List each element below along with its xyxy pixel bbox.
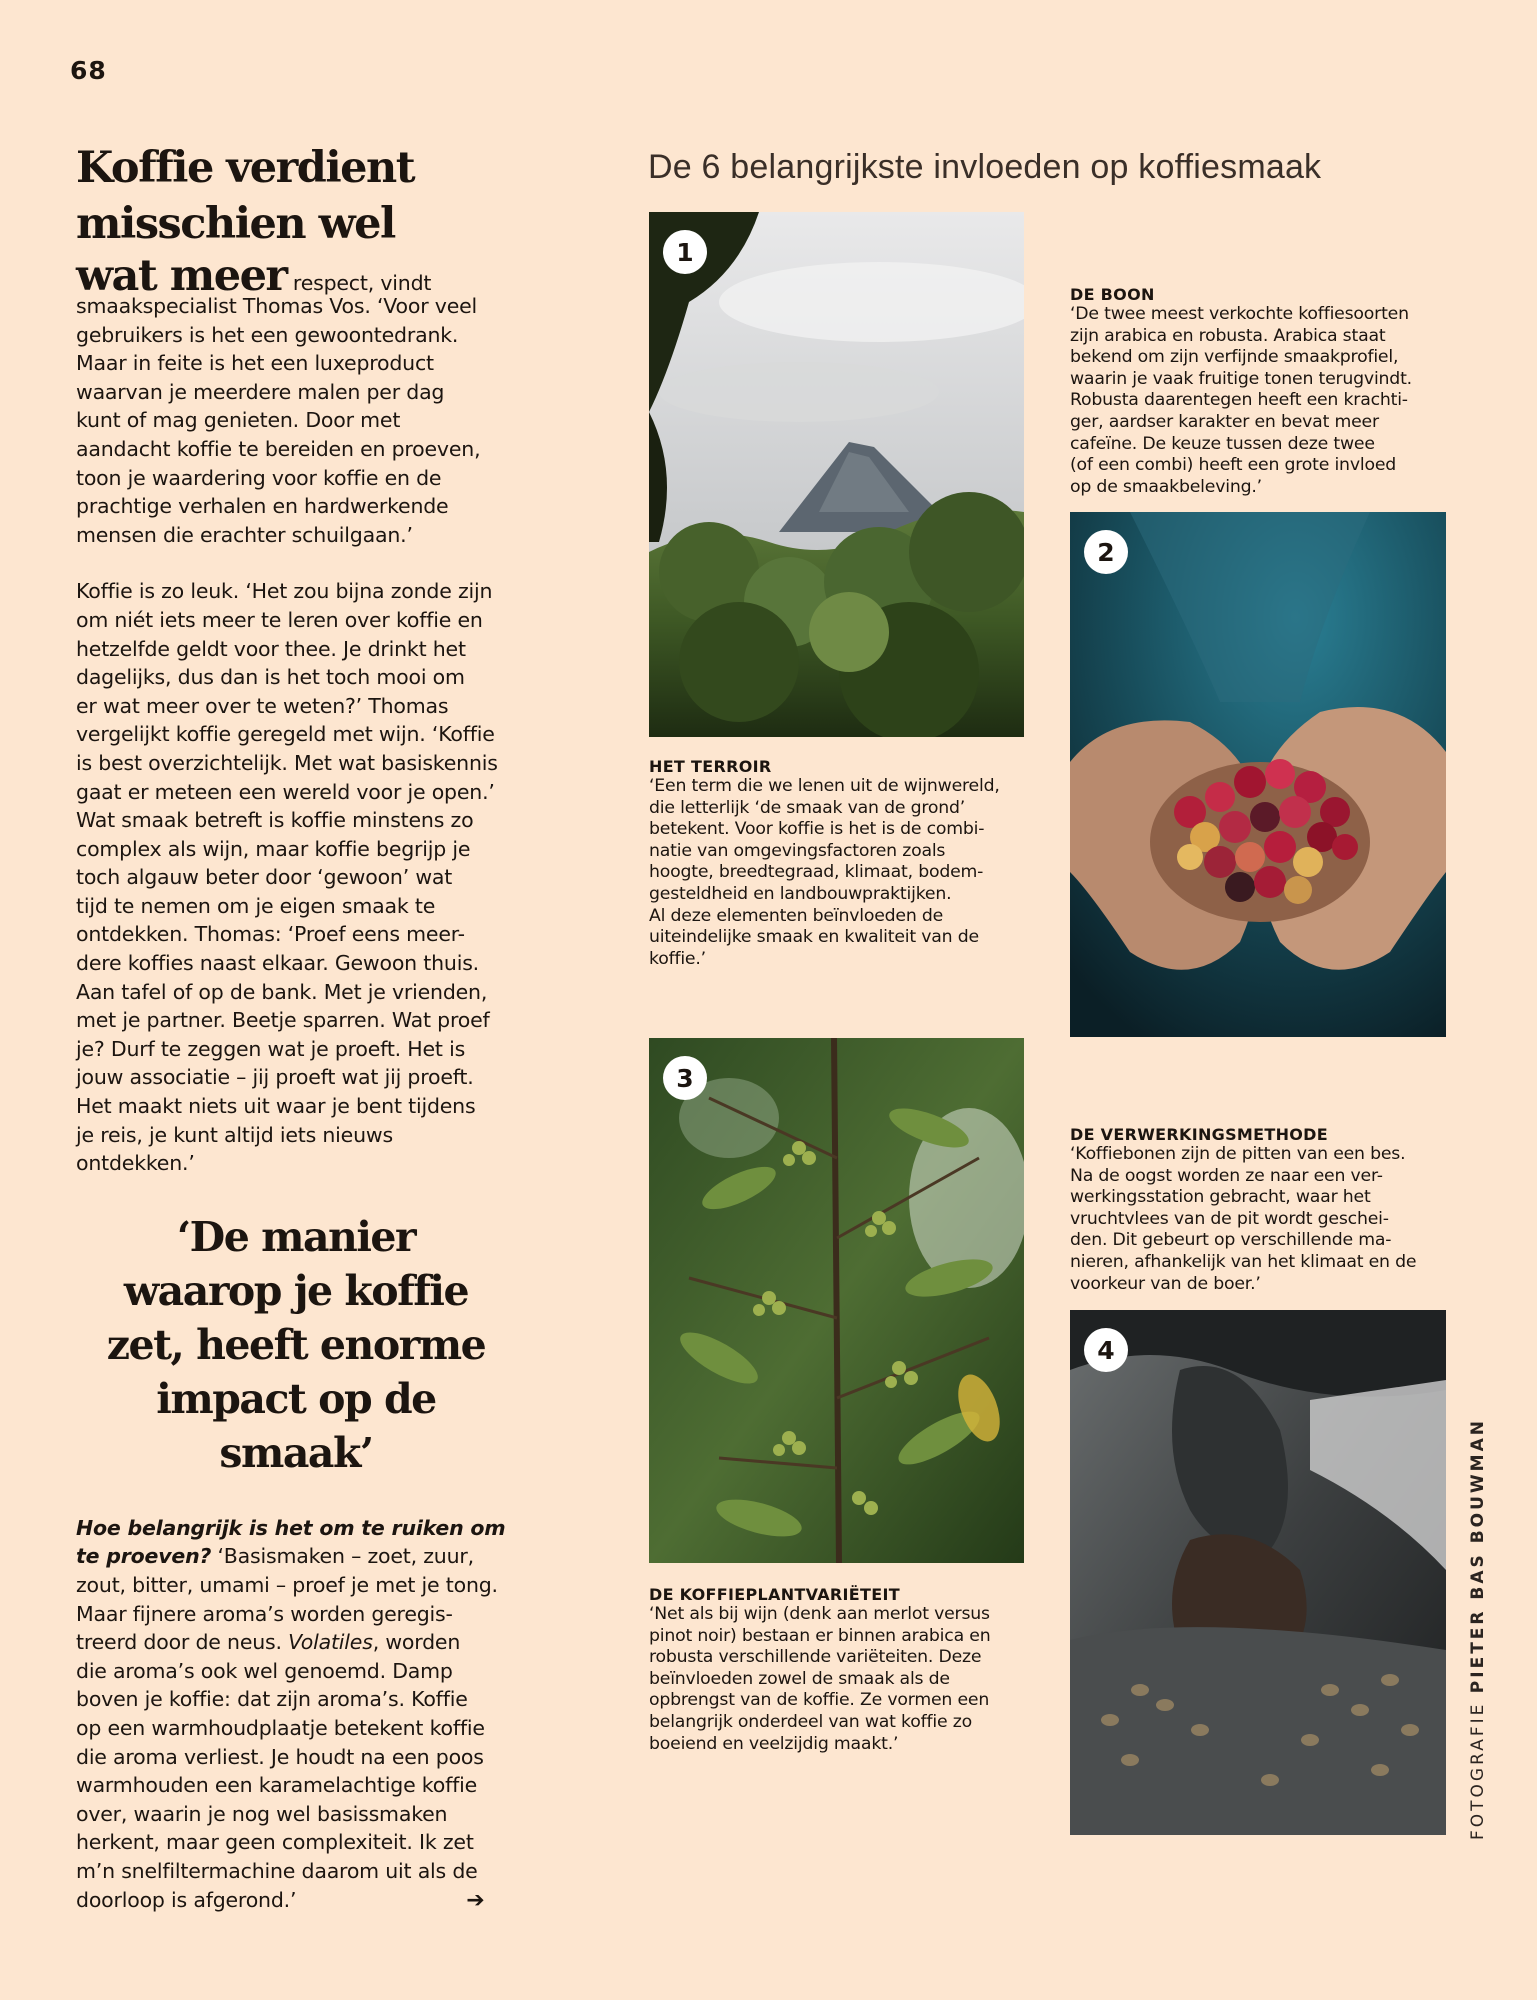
processing-photo [1070, 1310, 1446, 1835]
question: Hoe belangrijk is het om te ruiken om [76, 1515, 506, 1540]
processing-image [1070, 1310, 1446, 1835]
intro-paragraph: smaakspecialist Thomas Vos. ‘Voor veel gebruikers is het een gewoontedrank. Maar in feite is het een luxeproduct waarvan je meerdere malen per dag kunt of mag genieten. Door met aandacht koffie te bereiden en proeven, toon je waardering voor koffie en de prachtige verhalen en hardwerkende mensen die erachter schuilgaan.’ [76, 294, 481, 547]
page-number: 68 [70, 56, 107, 85]
plant-photo [649, 1038, 1024, 1563]
number-badge: 4 [1084, 1328, 1128, 1372]
caption-text: ‘De twee meest verkochte koffiesoorten zijn arabica en robusta. Arabica staat bekend om zijn verfijnde smaakprofiel, waarin je vaak fruitige tonen terugvindt. Robusta daarentegen heeft een krachti- ger, aardser karakter en bevat meer cafeïne. De keuze tussen deze twee (of een combi) heeft een grote invloed op de smaakbeleving.’ [1070, 304, 1412, 497]
caption-verwerkingsmethode [1070, 1125, 1460, 1295]
beans-photo [1070, 512, 1446, 1037]
headline-line: misschien wel [76, 199, 395, 249]
headline [76, 140, 516, 304]
caption-text: ‘Koffiebonen zijn de pitten van een bes. Na de oogst worden ze naar een ver- werkingsstation gebracht, waar het vruchtvlees van de pit wordt geschei- den. Dit gebeurt op verschillende ma- nieren, afhankelijk van het klimaat en de voorkeur van de boer.’ [1070, 1144, 1417, 1294]
body-paragraph-2: Koffie is zo leuk. ‘Het zou bijna zonde zijn om niét iets meer te leren over koffie en hetzelfde geldt voor thee. Je drinkt het dagelijks, dus dan is het toch mooi om er wat meer over te weten?’ Thomas vergelijkt koffie geregeld met wijn. ‘Koffie is best overzichtelijk. Met wat basiskennis gaat er meteen een wereld voor je open.’ Wat smaak betreft is koffie minstens zo complex als wijn, maar koffie begrijp je toch algauw beter door ‘gewoon’ wat tijd te nemen om je eigen smaak te ontdekken. Thomas: ‘Proef eens meer- dere koffies naast elkaar. Gewoon thuis. Aan tafel of op de bank. Met je vrienden, met je partner. Beetje sparren. Wat proef je? Durf te zeggen wat je proeft. Het is jouw associatie – jij proeft wat jij proeft. Het maakt niets uit waar je bent tijdens je reis, je kunt altijd iets nieuws ontdekken.’ [76, 579, 498, 1176]
question: te proeven? [76, 1544, 212, 1569]
article-column [76, 140, 516, 1915]
terroir-photo [649, 212, 1024, 737]
caption-terroir [649, 757, 1029, 970]
caption-text: ‘Een term die we lenen uit de wijnwereld, die letterlijk ‘de smaak van de grond’ betekent. Voor koffie is het is de combi- natie van omgevingsfactoren zoals hoogte, breedtegraad, klimaat, bodem- gesteldheid en landbouwpraktijken. Al deze elementen beïnvloeden de uiteindelijke smaak en kwaliteit van de koffie.’ [649, 776, 1000, 969]
intro-lead-in: respect, vindt [286, 271, 432, 295]
section-title: De 6 belangrijkste invloeden op koffiesmaak [648, 148, 1322, 186]
number-badge: 1 [663, 230, 707, 274]
coffee-cherries-image [1070, 512, 1446, 1037]
caption-title: HET TERROIR [649, 757, 772, 776]
photo-credit: FOTOGRAFIE PIETER BAS BOUWMAN [1468, 1418, 1488, 1840]
continue-arrow-icon[interactable]: ➔ [466, 1887, 485, 1913]
headline-line: Koffie verdient [76, 143, 415, 193]
caption-boon [1070, 285, 1460, 498]
caption-title: DE KOFFIEPLANTVARIËTEIT [649, 1585, 900, 1604]
caption-title: DE BOON [1070, 285, 1155, 304]
number-badge: 2 [1084, 530, 1128, 574]
pull-quote: ‘De manier waarop je koffie zet, heeft enorme impact op de smaak’ [106, 1212, 486, 1477]
caption-text: ‘Net als bij wijn (denk aan merlot versus pinot noir) bestaan er binnen arabica en robusta verschillende variëteiten. Deze beïnvloeden zowel de smaak als de opbrengst van de koffie. Ze vormen een belangrijk onderdeel van wat koffie zo boeiend en veelzijdig maakt.’ [649, 1604, 991, 1754]
qa-paragraph: Hoe belangrijk is het om te ruiken om te proeven? ‘Basismaken – zoet, zuur, zout, bitter, umami – proef je met je tong. Maar fijnere aroma’s worden geregis- treerd door de neus. Volatiles, worden die aroma’s ook wel genoemd. Damp boven je koffie: dat zijn aroma’s. Koffie op een warmhoudplaatje betekent koffie die aroma verliest. Je houdt na een poos warmhouden een karamelachtige koffie over, waarin je nog wel basissmaken herkent, maar geen complexiteit. Ik zet m’n snelfiltermachine daarom uit als de doorloop is afgerond.’ ➔ [76, 1514, 516, 1915]
caption-title: DE VERWERKINGSMETHODE [1070, 1125, 1328, 1144]
terroir-image [649, 212, 1024, 737]
coffee-plant-image [649, 1038, 1024, 1563]
number-badge: 3 [663, 1056, 707, 1100]
caption-koffieplantvarieteit [649, 1585, 1034, 1755]
headline-line: wat meer [76, 251, 287, 301]
